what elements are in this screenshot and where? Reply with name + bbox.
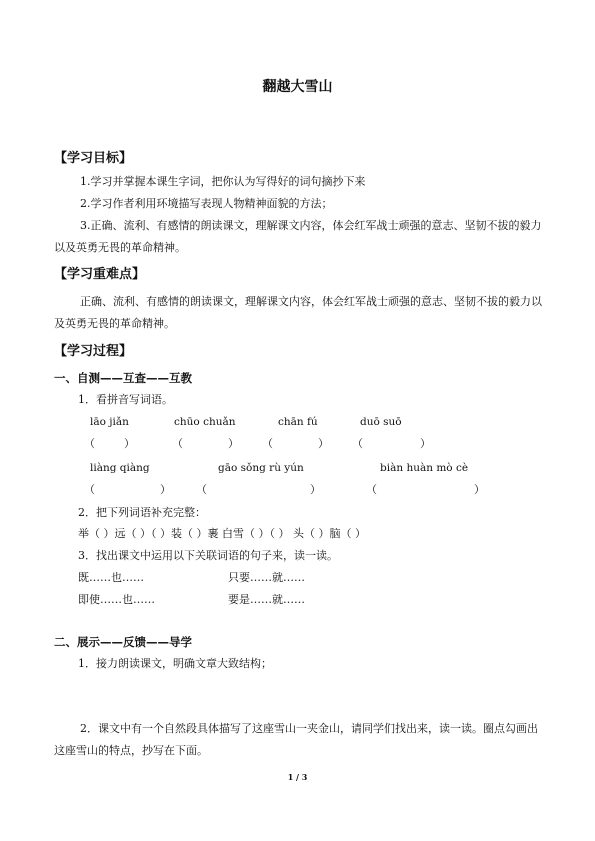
key-points-text: 正确、流利、有感情的朗读课文，理解课文内容，体会红军战士顽强的意志、坚韧不拔的毅力以及英勇无畏的革命精神。 (54, 295, 542, 330)
answer-open-4: （ (352, 437, 363, 450)
goal-item-3: 3.正确、流利、有感情的朗读课文，理解课文内容，体会红军战士顽强的意志、坚韧不拔的毅力以及英勇无畏的革命精神。 (54, 219, 542, 254)
pinyin-1: lāo jiǎn (90, 416, 129, 428)
part2-q2: 2．课文中有一个自然段具体描写了这座雪山一夹金山，请同学们找出来，读一读。圈点勾画出这座雪山的特点，抄写在下面。 (54, 722, 538, 757)
part1-q1: 1．看拼音写词语。 (78, 393, 173, 406)
pinyin-3: chān fú (278, 416, 318, 428)
goal-item-2: 2.学习作者利用环境描写表现人物精神面貌的方法； (80, 197, 333, 210)
pair-1-left: 既……也…… (78, 571, 144, 584)
fill-in-line: 举（ ）远（ ）（ ）装（ ）裹 白雪（ ）（ ） 头（ ）脑（ ） (78, 527, 366, 540)
answer-close-3: ） (318, 437, 329, 450)
part2-heading: 二、展示——反馈——导学 (54, 635, 192, 649)
answer-close-4: ） (420, 437, 431, 450)
answer-close-1: ） (124, 437, 135, 450)
page-number: 1 / 3 (287, 772, 308, 782)
part1-q3: 3．找出课文中运用以下关联词语的句子来，读一读。 (78, 549, 338, 562)
answer-close-5: ） (160, 483, 171, 496)
page-title: 翻越大雪山 (262, 79, 333, 95)
answer-open-6: （ (196, 483, 207, 496)
answer-close-2: ） (228, 437, 239, 450)
answer-close-6: ） (310, 483, 321, 496)
answer-open-1: （ (84, 437, 95, 450)
goals-heading: 【学习目标】 (54, 151, 133, 166)
pair-2-left: 即使……也…… (78, 593, 155, 606)
goal-item-1: 1.学习并掌握本课生字词，把你认为写得好的词句摘抄下来 (80, 175, 366, 188)
answer-open-5: （ (84, 483, 95, 496)
key-points-heading: 【学习重难点】 (54, 267, 146, 282)
pinyin-7: biàn huàn mò cè (380, 462, 469, 474)
pair-2-right: 要是……就…… (228, 593, 305, 606)
answer-open-7: （ (366, 483, 377, 496)
pinyin-2: chūo chuǎn (174, 416, 236, 428)
pinyin-6: gāo sǒng rù yún (218, 462, 304, 474)
pinyin-4: duō suō (360, 416, 402, 428)
answer-open-3: （ (262, 437, 273, 450)
process-heading: 【学习过程】 (54, 344, 133, 359)
part1-q2: 2．把下列词语补充完整： (78, 506, 206, 519)
pinyin-5: liàng qiàng (90, 462, 150, 474)
answer-open-2: （ (172, 437, 183, 450)
pair-1-right: 只要……就…… (228, 571, 305, 584)
part1-heading: 一、自测——互查——互教 (54, 371, 192, 385)
answer-close-7: ） (474, 483, 485, 496)
part2-q1: 1．接力朗读课文，明确文章大致结构； (78, 657, 272, 670)
